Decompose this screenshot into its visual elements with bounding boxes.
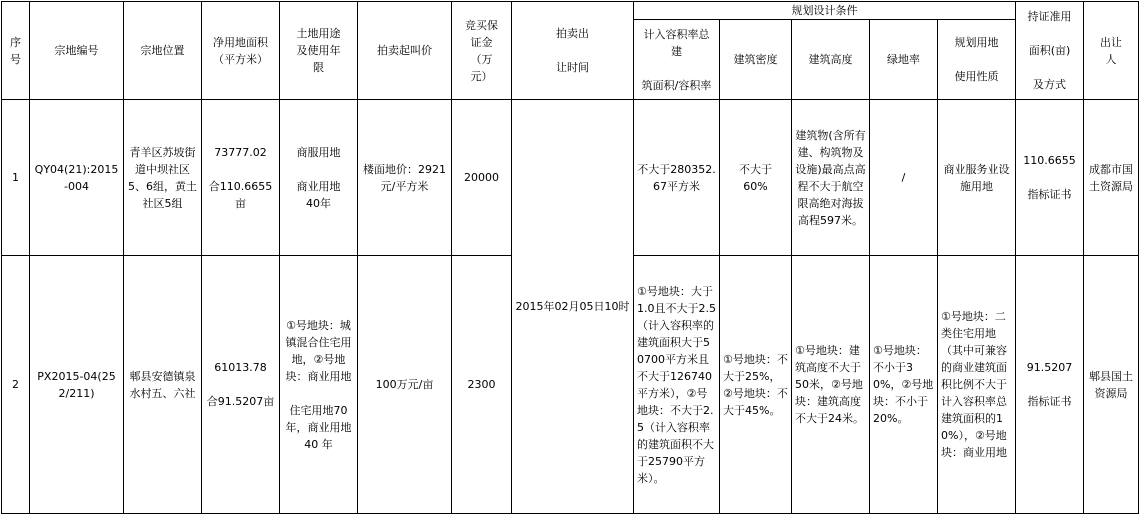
- header-grantor: 出让 人: [1084, 2, 1139, 100]
- header-seq: 序 号: [2, 2, 30, 100]
- row1-net-area: 73777.02 合110.6655亩: [202, 100, 280, 256]
- row2-green: ①号地块：不小于30%，②号地块：不小于20%。: [870, 256, 938, 514]
- header-land-use: 土地用途 及使用年 限: [280, 2, 358, 100]
- row2-land-use: ①号地块：城镇混合住宅用地，②号地块：商业用地 住宅用地70年，商业用地40 年: [280, 256, 358, 514]
- row2-start-price: 100万元/亩: [358, 256, 452, 514]
- header-deposit: 竞买保 证金 （万 元）: [452, 2, 512, 100]
- row1-height: 建筑物(含所有建、构筑物及设施)最高点高程不大于航空限高绝对海拔高程597米。: [792, 100, 870, 256]
- row2-far: ①号地块：大于1.0且不大于2.5（计入容积率的建筑面积大于50700平方米且不大于126740平方米），②号地块：不大于2.5（计入容积率的建筑面积不大于25790平方米）。: [634, 256, 720, 514]
- header-start-price: 拍卖起叫价: [358, 2, 452, 100]
- row1-use-nature: 商业服务业设施用地: [938, 100, 1016, 256]
- header-far: 计入容积率总 建 筑面积/容积率: [634, 20, 720, 100]
- row1-green: /: [870, 100, 938, 256]
- row2-density: ①号地块：不大于25%，②号地块：不大于45%。: [720, 256, 792, 514]
- row1-holding: 110.6655 指标证书: [1016, 100, 1084, 256]
- row1-land-use: 商服用地 商业用地 40年: [280, 100, 358, 256]
- row1-grantor: 成都市国土资源局: [1084, 100, 1139, 256]
- header-holding: 持证准用 面积(亩) 及方式: [1016, 2, 1084, 100]
- row2-use-nature: ①号地块：二类住宅用地（其中可兼容的商业建筑面积比例不大于计入容积率总建筑面积的10%），②号地块：商业用地: [938, 256, 1016, 514]
- row2-height: ①号地块：建筑高度不大于50米，②号地块：建筑高度不大于24米。: [792, 256, 870, 514]
- row2-parcel-no: PX2015-04(252/211): [30, 256, 124, 514]
- row1-far: 不大于280352.67平方米: [634, 100, 720, 256]
- header-planning: 规划设计条件: [634, 2, 1016, 20]
- row2-holding: 91.5207 指标证书: [1016, 256, 1084, 514]
- row2-deposit: 2300: [452, 256, 512, 514]
- row1-location: 青羊区苏坡街道中坝社区5、6组，黄土社区5组: [124, 100, 202, 256]
- header-use-nature: 规划用地 使用性质: [938, 20, 1016, 100]
- header-height: 建筑高度: [792, 20, 870, 100]
- row2-seq: 2: [2, 256, 30, 514]
- row1-seq: 1: [2, 100, 30, 256]
- row2-net-area: 61013.78 合91.5207亩: [202, 256, 280, 514]
- header-green: 绿地率: [870, 20, 938, 100]
- header-location: 宗地位置: [124, 2, 202, 100]
- row1-density: 不大于 60%: [720, 100, 792, 256]
- table-row: [2, 100, 1139, 256]
- row2-grantor: 郫县国土资源局: [1084, 256, 1139, 514]
- header-density: 建筑密度: [720, 20, 792, 100]
- row2-location: 郫县安德镇泉水村五、六社: [124, 256, 202, 514]
- row1-start-price: 楼面地价：2921元/平方米: [358, 100, 452, 256]
- header-auction-time: 拍卖出 让时间: [512, 2, 634, 100]
- land-auction-table: [1, 1, 1139, 514]
- auction-time: 2015年02月05日10时: [512, 100, 634, 514]
- header-net-area: 净用地面积 （平方米）: [202, 2, 280, 100]
- row1-deposit: 20000: [452, 100, 512, 256]
- header-row-top: [2, 2, 1139, 20]
- row1-parcel-no: QY04(21):2015-004: [30, 100, 124, 256]
- header-parcel-no: 宗地编号: [30, 2, 124, 100]
